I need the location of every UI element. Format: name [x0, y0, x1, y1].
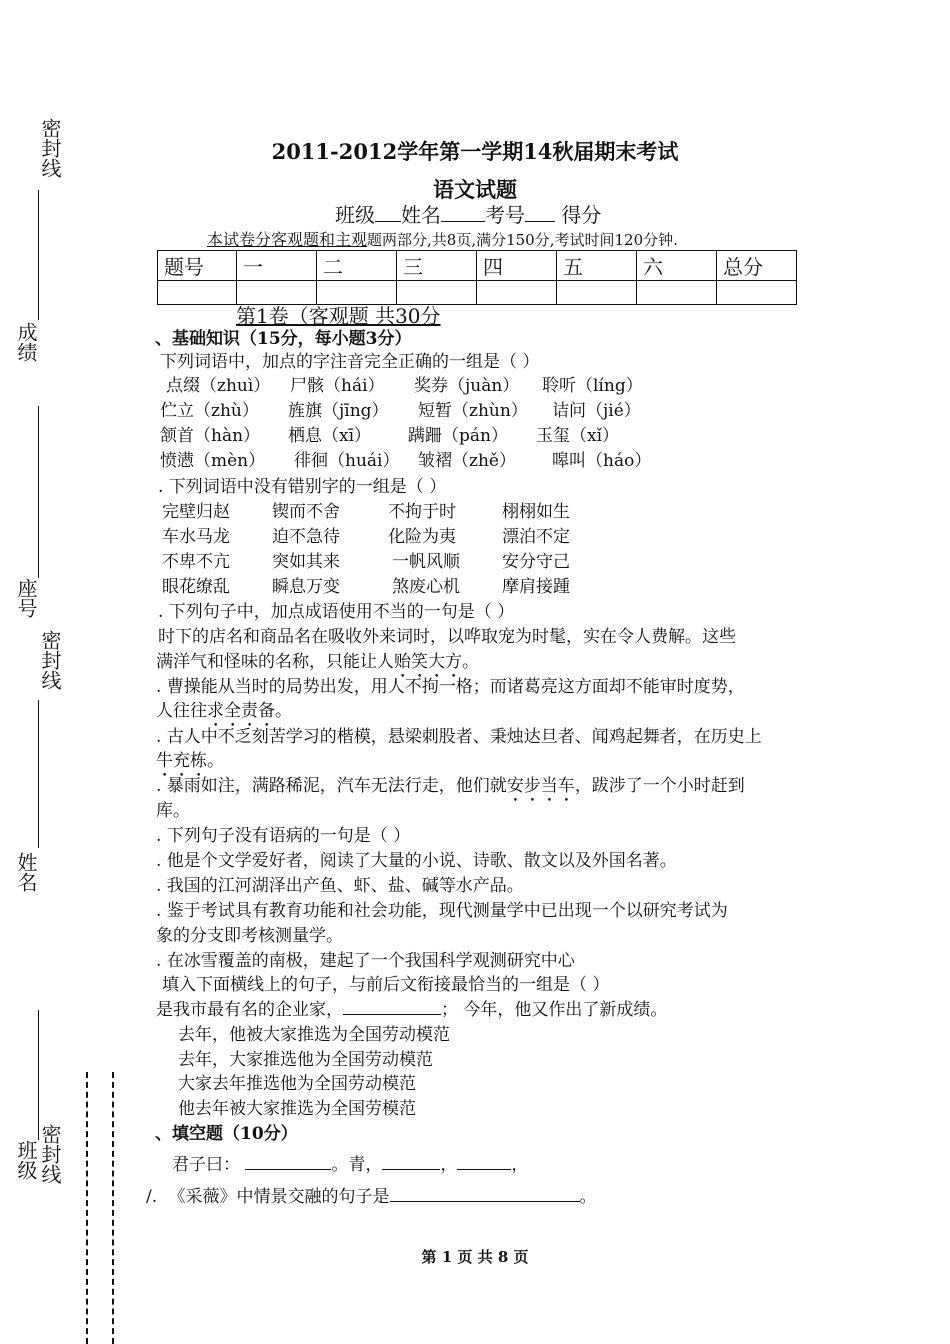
q5-context-blank [343, 998, 441, 1015]
q5-context-text: 是我市最有名的企业家， [156, 1000, 343, 1020]
q1-a-item: 奖券（juàn） [414, 376, 520, 396]
q5-context-end: ； 今年，他又作出了新成绩。 [441, 1000, 668, 1020]
f2-number: /. [146, 1187, 158, 1207]
margin-seal-mid: 密封线 [38, 630, 62, 690]
score-table-header-row [158, 251, 797, 281]
q3-d-text: . 暴雨如注，满路稀泥，汽车无法行走，他们就 [156, 776, 507, 796]
q3-b-line1: . 曹操能从当时的局势出发，用人不拘一格；而诸葛亮这方面却不能审时度势， [156, 677, 745, 697]
q3-b-end: 。 [275, 701, 292, 721]
q1-stem: 下列词语中，加点的字注音完全正确的一组是（ ） [160, 352, 540, 372]
margin-seat-label: 座号 [14, 578, 38, 618]
q5-option-c: 大家去年推选他为全国劳动模范 [178, 1074, 416, 1094]
volume-heading: 第1卷（客观题 共30分 [236, 304, 441, 328]
q3-d-text-end: ，跋涉了一个小时赶到 [574, 776, 745, 796]
q4-option-b: . 我国的江河湖泽出产鱼、虾、盐、碱等水产品。 [156, 876, 524, 896]
student-info-line [335, 199, 601, 228]
q2-d-item: 瞬息万变 [272, 577, 340, 597]
name-label: 姓名 [401, 203, 441, 227]
q5-option-b: 去年，大家推选他为全国劳动模范 [178, 1050, 433, 1070]
page-footer: 第 1 页 共 8 页 [421, 1248, 529, 1266]
q2-c-item: 突如其来 [272, 552, 340, 572]
f1-mid-text: 。青， [331, 1155, 383, 1175]
q1-c-item: 蹒跚（pán） [408, 426, 508, 446]
margin-line-4 [38, 1010, 39, 1140]
q5-context [156, 998, 667, 1022]
exam-subtitle: 语文试题 [433, 177, 517, 202]
q2-b-item: 化险为夷 [388, 527, 456, 547]
q2-b-item: 漂泊不定 [502, 527, 570, 547]
score-cell[interactable] [158, 281, 237, 305]
score-header-cell: 一 [237, 251, 317, 281]
score-header-cell: 总分 [717, 251, 797, 281]
score-cell[interactable] [477, 281, 557, 305]
q1-b-item: 诘问（jié） [552, 401, 641, 421]
margin-class-label: 班级 [14, 1140, 38, 1180]
fill-question-2 [146, 1185, 597, 1209]
q1-c-item: 栖息（xī） [288, 426, 372, 446]
q2-b-item: 车水马龙 [162, 527, 230, 547]
score-header-cell: 题号 [158, 251, 237, 281]
q3-d-line1 [156, 774, 745, 806]
q2-c-item: 一帆风顺 [392, 552, 460, 572]
q3-stem: . 下列句子中，加点成语使用不当的一句是（ ） [158, 602, 515, 622]
q3-d-idiom: 安步当车 [506, 776, 575, 796]
score-label: 得分 [561, 203, 602, 227]
name-field[interactable] [441, 205, 485, 222]
q2-c-item: 不卑不亢 [162, 552, 230, 572]
margin-line-3 [38, 700, 39, 848]
exam-title: 2011-2012学年第一学期14秋届期末考试 [271, 139, 679, 164]
exam-no-field[interactable] [525, 205, 555, 222]
cut-line-right [112, 1072, 114, 1344]
f1-blank-3[interactable] [457, 1153, 511, 1170]
q2-d-item: 摩肩接踵 [502, 577, 570, 597]
score-header-cell: 六 [637, 251, 717, 281]
f2-blank[interactable] [390, 1185, 580, 1202]
q1-a-item: 尸骸（hái） [290, 376, 385, 396]
q2-a-item: 完壁归赵 [162, 502, 230, 522]
q1-b-item: 旌旗（jīng） [288, 401, 389, 421]
q1-d-item: 皱褶（zhě） [418, 451, 516, 471]
f2-prefix: 《采薇》中情景交融的句子是 [168, 1187, 390, 1207]
q3-a-end: 。 [462, 652, 479, 672]
exam-note-underlined: 本试卷分客观题和主观 [207, 230, 368, 249]
q1-a-item: 聆听（líng） [542, 376, 643, 396]
q1-d-item: 徘徊（huái） [294, 451, 400, 471]
margin-line-2 [38, 406, 39, 578]
q3-a-idiom: 贻笑大方 [394, 652, 462, 672]
margin-score-label: 成绩 [14, 322, 38, 362]
f1-separator: ， [440, 1155, 458, 1175]
score-table [157, 250, 797, 305]
margin-seal-top: 密封线 [38, 118, 62, 178]
q2-stem: . 下列词语中没有错别字的一组是（ ） [158, 477, 447, 497]
q1-b-item: 短暂（zhùn） [418, 401, 528, 421]
section-2-heading: 、填空题（10分） [155, 1124, 298, 1144]
margin-name-label: 姓名 [14, 852, 38, 892]
f1-end: ， [511, 1155, 529, 1175]
score-cell[interactable] [717, 281, 797, 305]
score-cell[interactable] [637, 281, 717, 305]
f2-end: 。 [579, 1187, 597, 1207]
margin-line-1 [38, 190, 39, 320]
q1-b-item: 伫立（zhù） [160, 401, 259, 421]
q3-c-line1: . 古人中不乏刻苦学习的楷模，悬梁刺股者、秉烛达旦者、闻鸡起舞者，在历史上 [156, 727, 762, 747]
f1-blank-1[interactable] [245, 1153, 331, 1170]
score-header-cell: 五 [557, 251, 637, 281]
fill-question-1 [172, 1153, 528, 1177]
q3-c-idiom: 牛充栋 [156, 751, 207, 771]
f1-blank-2[interactable] [382, 1153, 440, 1170]
q2-d-item: 眼花缭乱 [162, 577, 230, 597]
margin-seal-bottom: 密封线 [38, 1124, 62, 1184]
q2-c-item: 安分守己 [502, 552, 570, 572]
q4-stem: . 下列句子没有语病的一句是（ ） [156, 826, 411, 846]
q4-option-a: . 他是个文学爱好者，阅读了大量的小说、诗歌、散文以及外国名著。 [156, 851, 677, 871]
class-label: 班级 [335, 203, 375, 227]
q3-c-end: 。 [207, 751, 224, 771]
class-field[interactable] [375, 205, 401, 222]
q1-c-item: 颔首（hàn） [160, 426, 261, 446]
q2-b-item: 迫不急待 [272, 527, 340, 547]
q4-option-d: . 在冰雪覆盖的南极，建起了一个我国科学观测研究中心 [156, 951, 575, 971]
q1-d-item: 嗥叫（háo） [552, 451, 652, 471]
q3-a-line1: 时下的店名和商品名在吸收外来词时，以哗取宠为时髦，实在令人费解。这些 [158, 627, 736, 647]
q1-c-item: 玉玺（xǐ） [536, 426, 620, 446]
exam-no-label: 考号 [485, 203, 525, 227]
score-cell[interactable] [557, 281, 637, 305]
score-header-cell: 四 [477, 251, 557, 281]
q5-option-d: 他去年被大家推选为全国劳模范 [178, 1099, 416, 1119]
q5-stem: 填入下面横线上的句子，与前后文衔接最恰当的一组是（ ） [162, 975, 610, 995]
exam-note [207, 227, 678, 250]
score-header-cell: 三 [397, 251, 477, 281]
score-header-cell: 二 [317, 251, 397, 281]
exam-note-rest: 题两部分,共8页,满分150分,考试时间120分钟. [367, 231, 678, 249]
section-1-heading: 、基础知识（15分，每小题3分） [155, 329, 412, 349]
q4-option-c-line1: . 鉴于考试具有教育功能和社会功能，现代测量学中已出现一个以研究考试为 [156, 901, 728, 921]
q2-a-item: 不拘于时 [388, 502, 456, 522]
q4-option-c-line2: 象的分支即考核测量学。 [156, 926, 343, 946]
q3-d-line2: 库。 [156, 801, 190, 821]
q3-a-text: 满洋气和怪味的名称，只能让人 [156, 652, 394, 672]
q2-a-item: 栩栩如生 [502, 502, 570, 522]
q1-a-item: 点缀（zhuì） [166, 376, 271, 396]
q3-b-idiom: 求全责备 [207, 701, 275, 721]
cut-line-left [86, 1072, 88, 1344]
f1-prefix: 君子曰： [172, 1155, 240, 1175]
q1-d-item: 愤懑（mèn） [160, 451, 266, 471]
q5-option-a: 去年，他被大家推选为全国劳动模范 [178, 1025, 450, 1045]
q3-b-text: 人往往 [156, 701, 207, 721]
q2-d-item: 煞废心机 [392, 577, 460, 597]
q2-a-item: 锲而不舍 [272, 502, 340, 522]
